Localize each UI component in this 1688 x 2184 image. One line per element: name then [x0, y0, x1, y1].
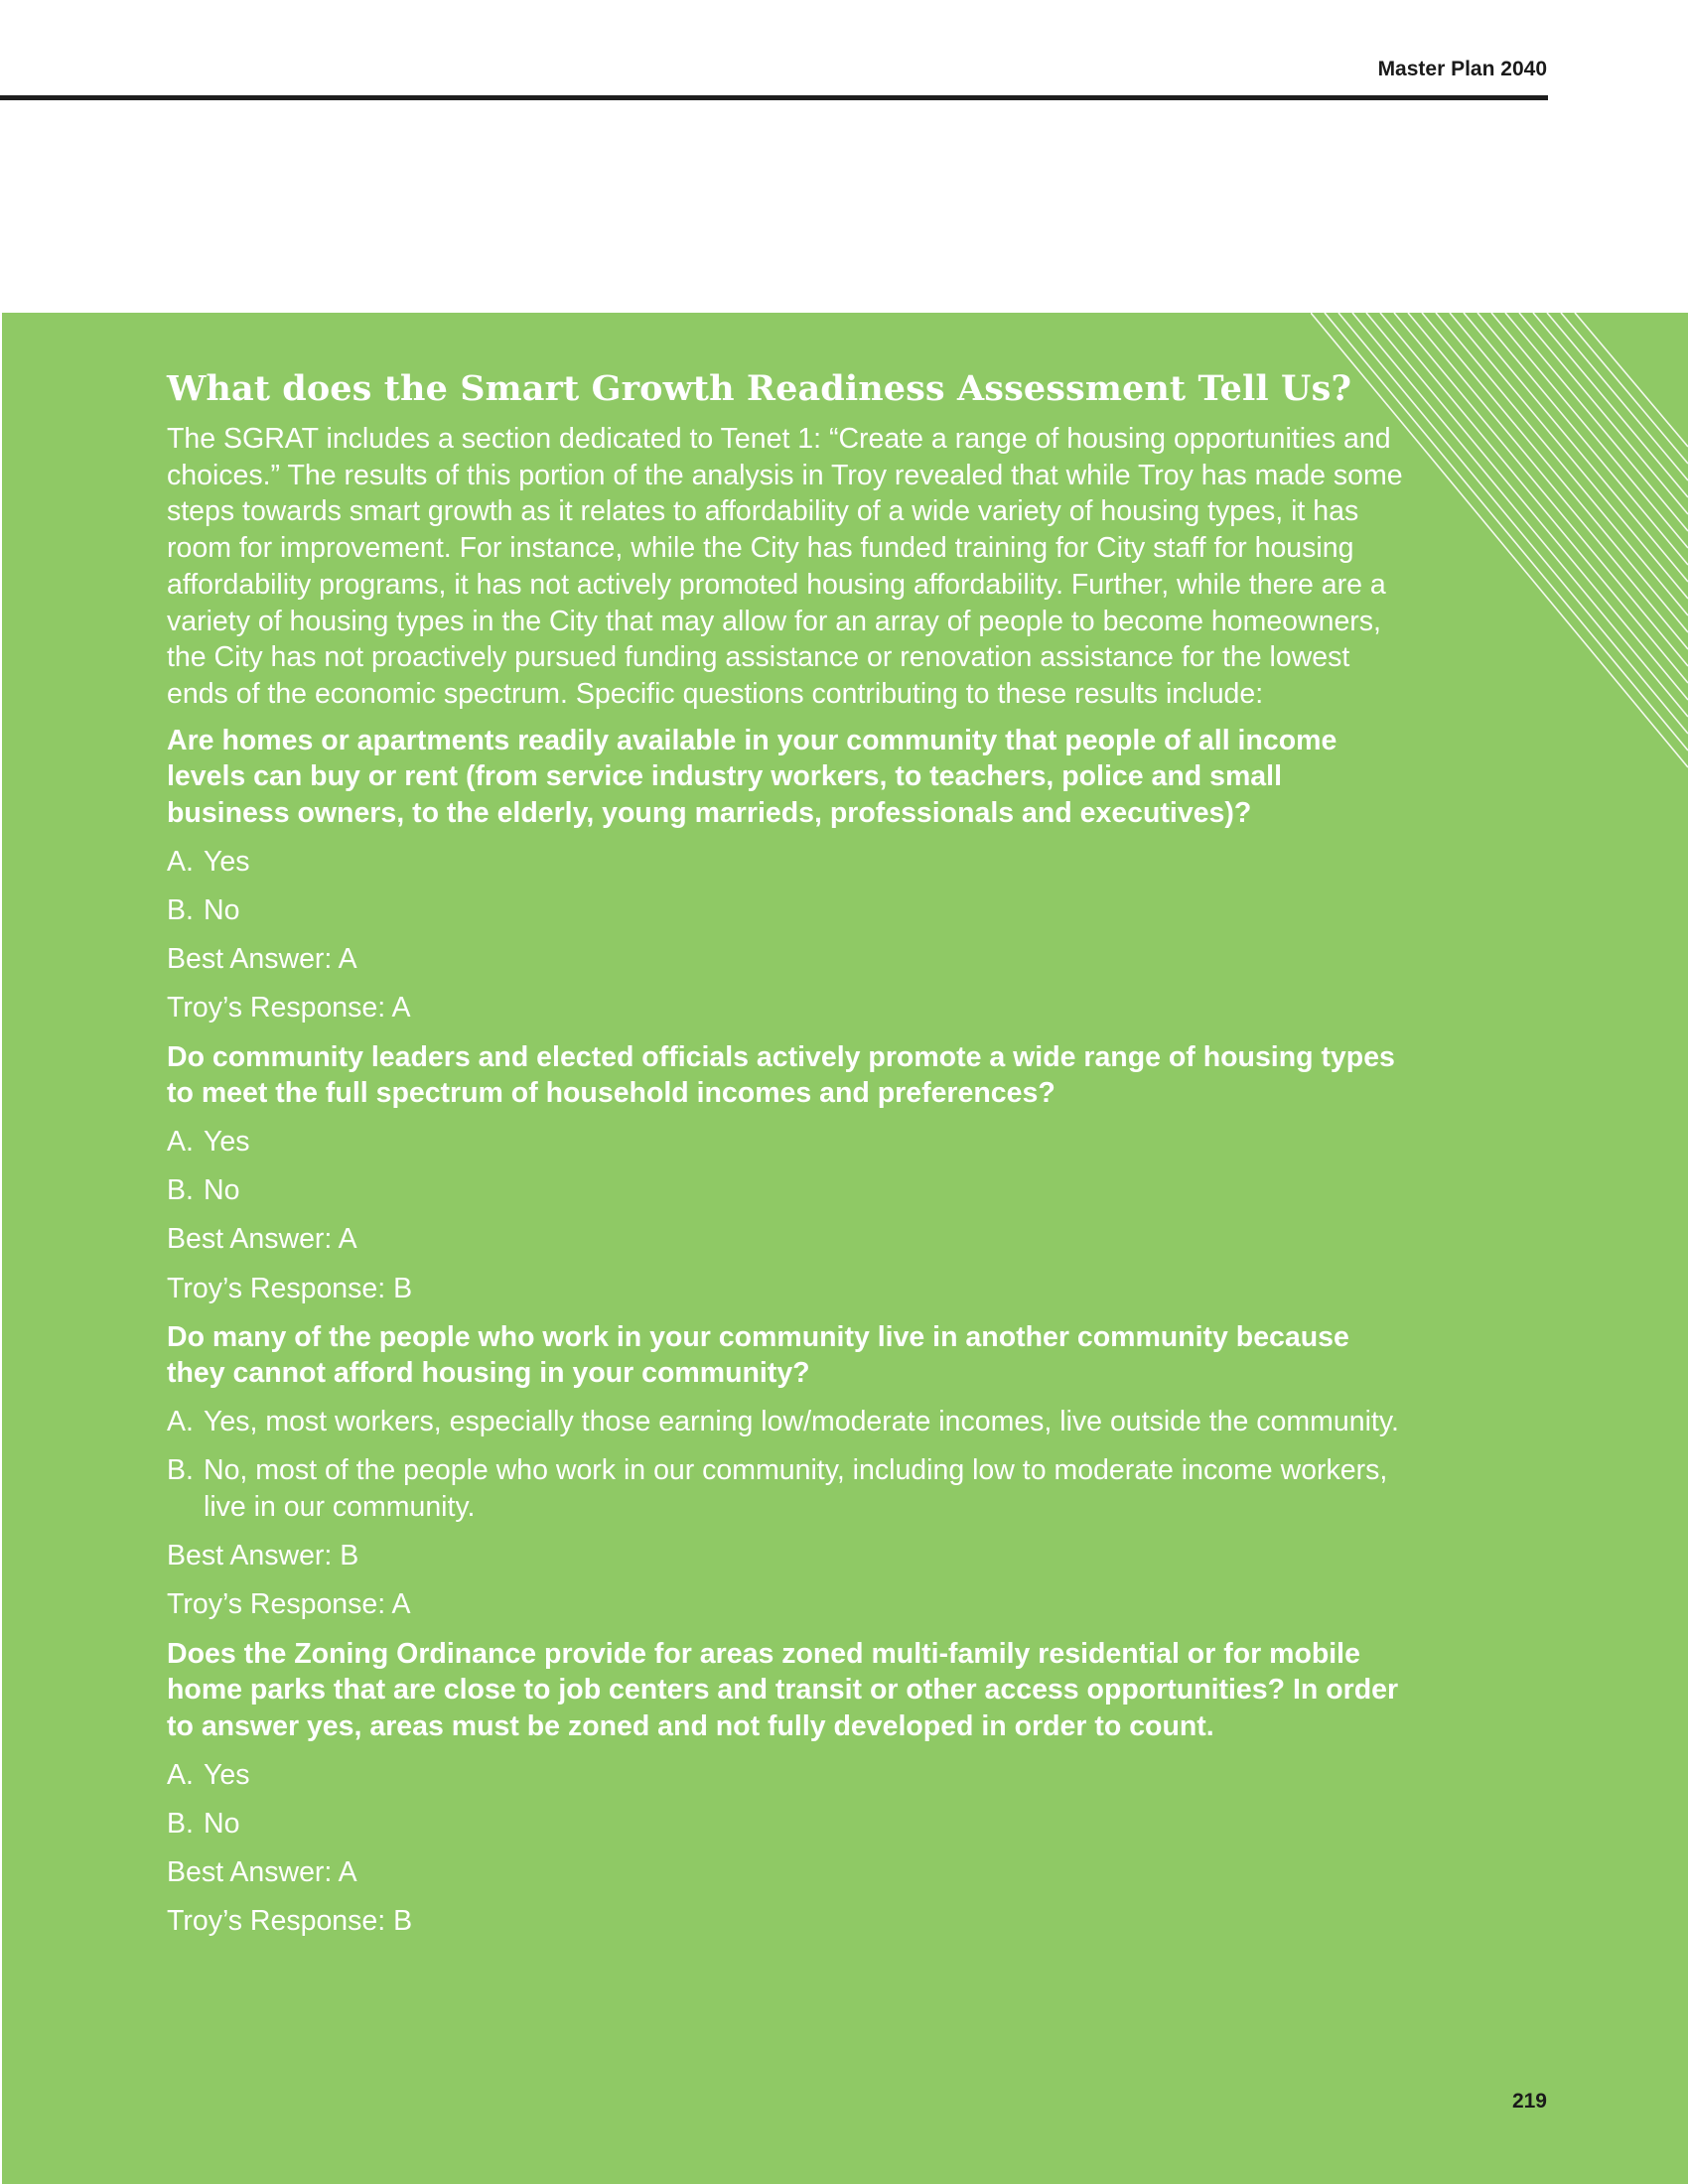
best-answer: Best Answer: A — [167, 1223, 357, 1256]
question-text: Does the Zoning Ordinance provide for areas zoned multi-family residential or for mobile home parks that are close to job centers and transit or other access opportunities? In order to answer yes, areas must be zoned and not fully developed in order to count. — [167, 1637, 1399, 1743]
intro-paragraph: The SGRAT includes a section dedicated to Tenet 1: “Create a range of housing opportunities and choices.” The results of this portion of the analysis in Troy revealed that while Troy has made some steps towards smart growth as it relates to affordability of a wide variety of housing types, it has room for improvement. For instance, while the City has funded training for City staff for housing affordability programs, it has not actively promoted housing affordability. Further, while there are a variety of housing types in the City that may allow for an array of people to become homeowners, the City has not proactively pursued funding assistance or renovation assistance for the lowest ends of the economic spectrum. Specific questions contributing to these results include: — [167, 423, 1403, 710]
option-letter: B. — [167, 1454, 194, 1487]
troy-response: Troy’s Response: A — [167, 1588, 411, 1621]
question-block — [167, 1039, 1408, 1307]
running-header-title: Master Plan 2040 — [1377, 58, 1547, 80]
answer-option — [167, 844, 1408, 881]
answer-option — [167, 1452, 1408, 1525]
option-letter: A. — [167, 1758, 194, 1791]
option-text: Yes — [204, 1125, 250, 1158]
question-text: Are homes or apartments readily available in your community that people of all income levels can buy or rent (from service industry workers, to teachers, police and small business owners, to the elderly, young marrieds, professionals and executives)? — [167, 724, 1337, 830]
page-number: 219 — [1511, 2090, 1547, 2113]
answer-option — [167, 1172, 1408, 1209]
option-letter: B. — [167, 1808, 194, 1840]
assessment-content — [167, 367, 1408, 1953]
answer-option — [167, 1757, 1408, 1794]
answer-option — [167, 892, 1408, 929]
option-text: Yes — [204, 845, 250, 878]
option-text: Yes, most workers, especially those earning low/moderate incomes, live outside the community. — [204, 1406, 1399, 1438]
option-text: Yes — [204, 1758, 250, 1791]
best-answer: Best Answer: B — [167, 1540, 359, 1572]
option-letter: B. — [167, 893, 194, 926]
option-letter: A. — [167, 1406, 194, 1438]
answer-option — [167, 1404, 1408, 1440]
question-list — [167, 723, 1408, 1940]
troy-response: Troy’s Response: B — [167, 1905, 413, 1938]
option-text: No — [204, 893, 240, 926]
question-text: Do many of the people who work in your community live in another community because they cannot afford housing in your community? — [167, 1320, 1349, 1390]
answer-option — [167, 1806, 1408, 1843]
option-text: No — [204, 1808, 240, 1840]
question-block — [167, 1636, 1408, 1940]
option-letter: B. — [167, 1174, 194, 1207]
option-letter: A. — [167, 845, 194, 878]
section-title: What does the Smart Growth Readiness Assessment Tell Us? — [167, 368, 1352, 409]
question-block — [167, 723, 1408, 1026]
green-panel — [2, 313, 1688, 2184]
option-text: No, most of the people who work in our community, including low to moderate income workers, live in our community. — [204, 1454, 1388, 1524]
option-letter: A. — [167, 1125, 194, 1158]
header-rule — [0, 95, 1548, 100]
question-block — [167, 1319, 1408, 1623]
question-text: Do community leaders and elected officials actively promote a wide range of housing types to meet the full spectrum of household incomes and preferences? — [167, 1040, 1395, 1110]
troy-response: Troy’s Response: B — [167, 1272, 413, 1304]
option-text: No — [204, 1174, 240, 1207]
best-answer: Best Answer: A — [167, 943, 357, 976]
troy-response: Troy’s Response: A — [167, 992, 411, 1024]
best-answer: Best Answer: A — [167, 1856, 357, 1889]
answer-option — [167, 1124, 1408, 1160]
